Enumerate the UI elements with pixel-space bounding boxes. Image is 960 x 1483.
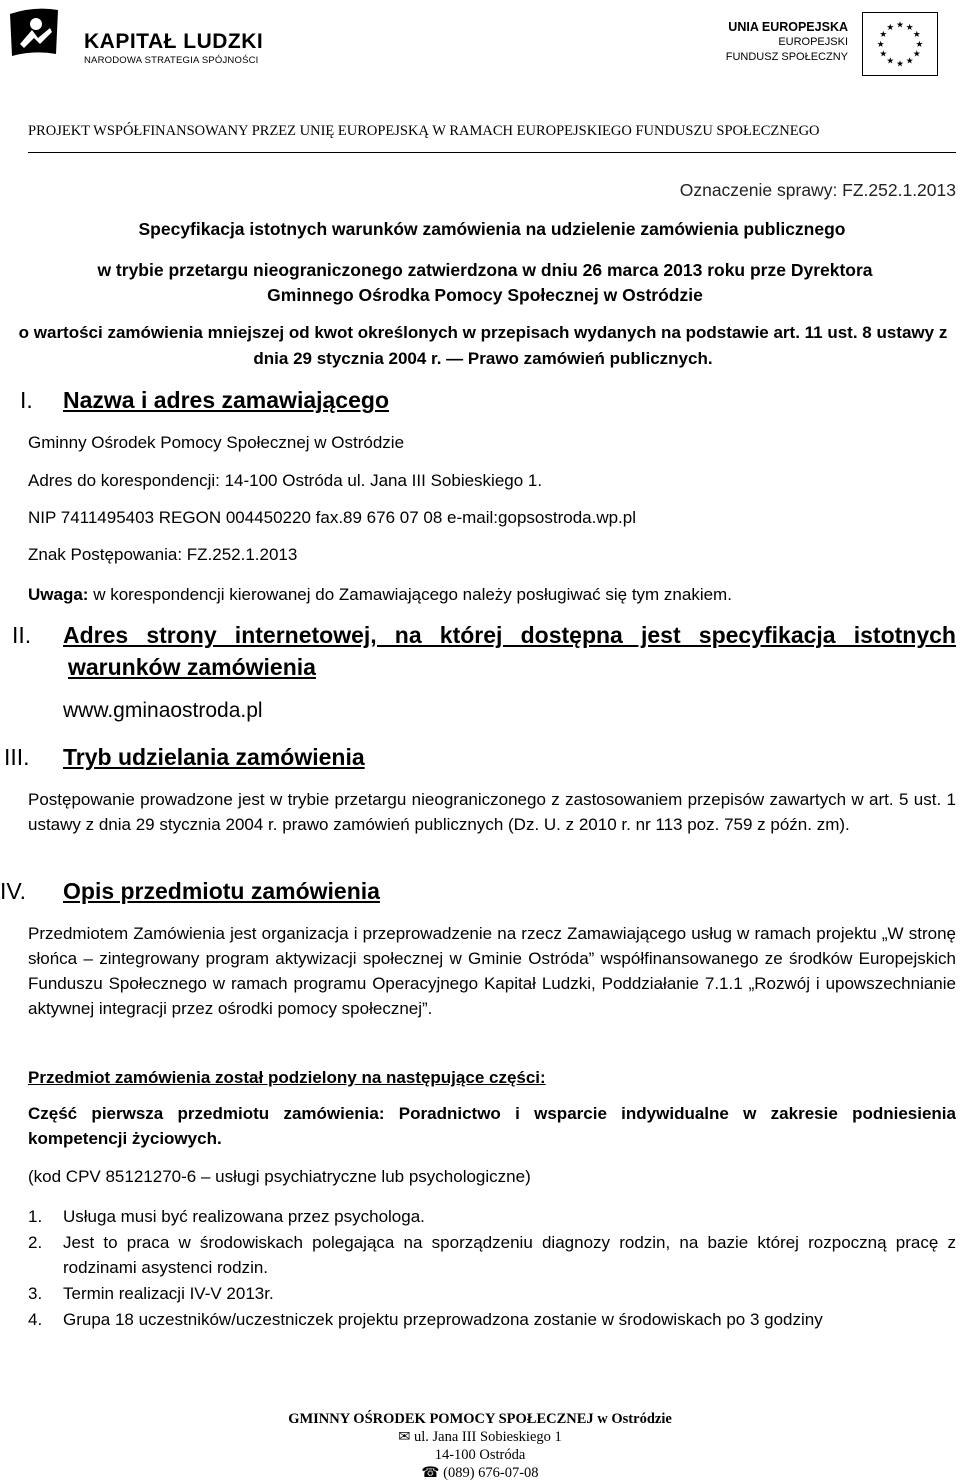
eu-star-icon: ★: [879, 48, 888, 59]
list-item-text: Grupa 18 uczestników/uczestniczek projektu przeprowadzona zostanie w środowiskach po 3 godziny: [63, 1310, 823, 1329]
footer-city: 14-100 Ostróda: [434, 1447, 526, 1463]
footer-street: ul. Jana III Sobieskiego 1: [413, 1429, 562, 1445]
section-2-number: II.: [12, 622, 32, 648]
eu-flag-icon: [862, 12, 938, 76]
list-item: [28, 1307, 956, 1332]
eu-star-icon: ★: [879, 29, 888, 40]
ue-line2: EUROPEJSKI: [778, 36, 848, 48]
section-1-line-4: Znak Postępowania: FZ.252.1.2013: [28, 545, 298, 564]
footer-org: GMINNY OŚRODEK POMOCY SPOŁECZNEJ w Ostródzie: [288, 1411, 672, 1427]
section-2-title-line-2: warunków zamówienia: [68, 654, 316, 680]
website-link[interactable]: www.gminaostroda.pl: [63, 699, 263, 722]
list-item: [28, 1230, 956, 1280]
list-item: [28, 1281, 956, 1306]
project-line: PROJEKT WSPÓŁFINANSOWANY PRZEZ UNIĘ EUROPEJSKĄ W RAMACH EUROPEJSKIEGO FUNDUSZU SPOŁECZNEGO: [28, 123, 820, 139]
divided-heading: Przedmiot zamówienia został podzielony na następujące części:: [28, 1068, 546, 1087]
list-item-number: 2.: [28, 1233, 43, 1252]
phone-icon: ☎: [421, 1465, 440, 1481]
ue-line1: UNIA EUROPEJSKA: [728, 20, 848, 34]
section-4-title: Opis przedmiotu zamówienia: [63, 878, 380, 904]
list-item-text: Usługa musi być realizowana przez psychologa.: [63, 1207, 425, 1226]
kapital-ludzki-title: KAPITAŁ LUDZKI: [84, 30, 264, 53]
footer-phone: (089) 676-07-08: [443, 1465, 539, 1481]
section-1-title: Nazwa i adres zamawiającego: [63, 387, 389, 413]
section-1-line-1: Gminny Ośrodek Pomocy Społecznej w Ostródzie: [28, 433, 405, 452]
section-3-text: Postępowanie prowadzone jest w trybie przetargu nieograniczonego z zastosowaniem przepisów zawartych w art. 5 ust. 1 ustawy z dnia 29 stycznia 2004 r. prawo zamówień publicznych (Dz. U. z 2010 r. nr 113 poz. 759 z późn. zm).: [28, 790, 956, 834]
section-3-title: Tryb udzielania zamówienia: [63, 744, 365, 770]
list-item-number: 4.: [28, 1310, 43, 1329]
section-2-title-line-1: Adres strony internetowej, na której dostępna jest specyfikacja istotnych: [63, 622, 956, 648]
doc-title: Specyfikacja istotnych warunków zamówienia na udzielenie zamówienia publicznego: [138, 219, 846, 239]
note-label: Uwaga:: [28, 585, 89, 604]
eu-star-icon: ★: [905, 55, 914, 66]
cpv-code: (kod CPV 85121270-6 – usługi psychiatryczne lub psychologiczne): [28, 1167, 531, 1186]
footer-phone-line: [0, 1464, 960, 1482]
eu-star-icon: ★: [886, 55, 895, 66]
section-4-text: Przedmiotem Zamówienia jest organizacja i przeprowadzenie na rzecz Zamawiającego usług w ramach projektu „W stronę słońca – zintegrowany program aktywizacji społecznej w Gminie Ostróda” współfinansowanego ze środków Europejskich Funduszu Społecznego w ramach programu Operacyjnego Kapitał Ludzki, Poddziałanie 7.1.1 „Rozwój i upowszechnianie aktywnej integracji przez ośrodki pomocy społecznej”.: [28, 924, 956, 1018]
eu-star-icon: ★: [876, 38, 885, 49]
section-1-note: [28, 582, 732, 607]
list-item-number: 3.: [28, 1284, 43, 1303]
doc-subtitle: w trybie przetargu nieograniczonego zatwierdzona w dniu 26 marca 2013 roku prze Dyrektora Gminnego Ośrodka Pomocy Społecznej w Ostródzie: [97, 260, 873, 305]
list-item-text: Jest to praca w środowiskach polegająca na sporządzeniu diagnozy rodzin, na bazie której rozpoczną pracę z rodzinami asystenci rodzin.: [63, 1233, 956, 1277]
requirements-list: [28, 1204, 956, 1332]
note-text: w korespondencji kierowanej do Zamawiającego należy posługiwać się tym znakiem.: [88, 585, 732, 604]
part-one-heading: Część pierwsza przedmiotu zamówienia: Poradnictwo i wsparcie indywidualne w zakresie podniesienia kompetencji życiowych.: [28, 1104, 956, 1148]
eu-star-icon: ★: [896, 19, 904, 30]
ue-line3: FUNDUSZ SPOŁECZNY: [725, 51, 848, 63]
footer: [0, 1410, 960, 1482]
section-1-line-3: NIP 7411495403 REGON 004450220 fax.89 676 07 08 e-mail:gopsostroda.wp.pl: [28, 508, 637, 527]
list-item-text: Termin realizacji IV-V 2013r.: [63, 1284, 274, 1303]
envelope-icon: ✉: [398, 1429, 411, 1445]
section-4-number: IV.: [0, 878, 27, 904]
header-rule: [28, 152, 956, 153]
list-item: [28, 1204, 956, 1229]
list-item-number: 1.: [28, 1207, 43, 1226]
case-reference: Oznaczenie sprawy: FZ.252.1.2013: [679, 180, 956, 200]
kapital-ludzki-logo-icon: [6, 4, 62, 60]
eu-star-icon: ★: [905, 22, 914, 33]
eu-star-icon: ★: [912, 29, 921, 40]
doc-value-note: o wartości zamówienia mniejszej od kwot określonych w przepisach wydanych na podstawie art. 11 ust. 8 ustawy z dnia 29 stycznia 2004 r. — Prawo zamówień publicznych.: [18, 323, 948, 368]
section-3-number: III.: [4, 744, 30, 770]
eu-star-icon: ★: [912, 48, 921, 59]
section-1-number: I.: [20, 387, 33, 413]
eu-star-icon: ★: [886, 22, 895, 33]
kapital-ludzki-subtitle: NARODOWA STRATEGIA SPÓJNOŚCI: [84, 55, 259, 66]
section-1-line-2: Adres do korespondencji: 14-100 Ostróda ul. Jana III Sobieskiego 1.: [28, 471, 543, 490]
ue-logo-text: [726, 20, 848, 65]
eu-star-icon: ★: [915, 38, 924, 49]
footer-street-line: [0, 1428, 960, 1446]
eu-star-icon: ★: [896, 58, 904, 69]
